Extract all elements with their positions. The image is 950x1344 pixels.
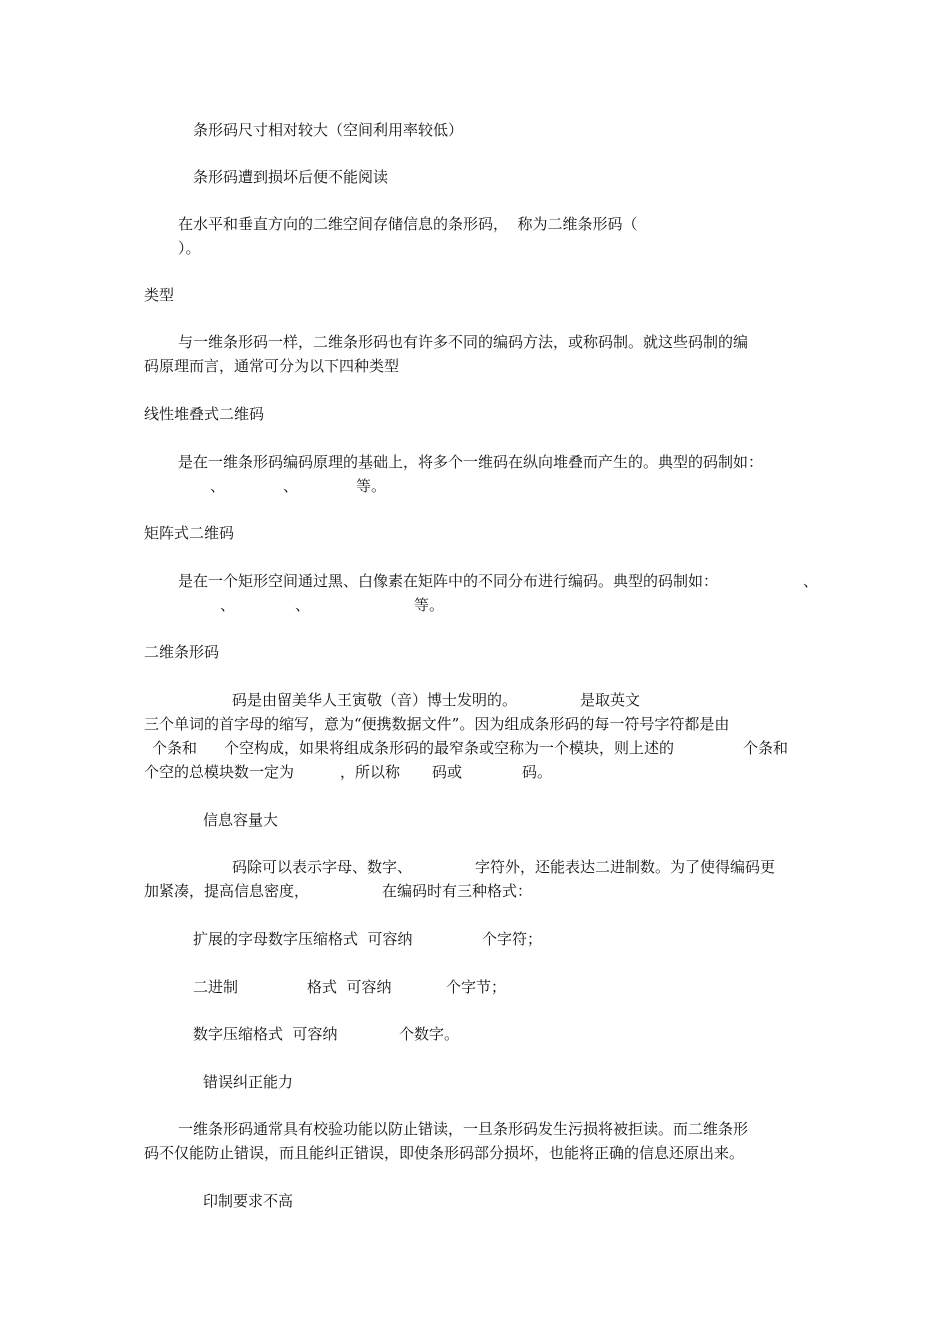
text-fragment: 、 [210, 477, 226, 495]
text-fragment: 个字节； [446, 978, 507, 996]
text-line: 码不仅能防止错误，而且能纠正错误，即使条形码部分损坏，也能将正确的信息还原出来。 [144, 1144, 745, 1162]
text-fragment: 码。 [522, 763, 553, 781]
section-heading: 矩阵式二维码 [144, 524, 235, 542]
text-line: 数字压缩格式 可容纳 [193, 1025, 338, 1043]
text-line: ）。 [178, 239, 201, 257]
section-heading: 线性堆叠式二维码 [144, 405, 265, 423]
section-heading: 类型 [144, 286, 175, 304]
section-heading: 错误纠正能力 [203, 1073, 294, 1091]
text-line: 加紧凑，提高信息密度， [144, 882, 310, 900]
text-line: 码是由留美华人王寅敬（音）博士发明的。 [232, 691, 518, 709]
section-heading: 信息容量大 [203, 811, 279, 829]
section-heading: 二维条形码 [144, 643, 220, 661]
text-fragment: 等。 [356, 477, 387, 495]
text-line: 与一维条形码一样，二维条形码也有许多不同的编码方法，或称码制。就这些码制的编 [178, 333, 749, 351]
text-line: 条形码遭到损坏后便不能阅读 [193, 168, 389, 186]
text-fragment: 码或 [432, 763, 463, 781]
text-fragment: ，所以称 [340, 763, 401, 781]
text-line: 扩展的字母数字压缩格式 可容纳 [193, 930, 413, 948]
section-heading: 印制要求不高 [203, 1192, 294, 1210]
text-fragment: 是取英文 [580, 691, 641, 709]
text-fragment: 、 [803, 572, 819, 590]
text-line: 在水平和垂直方向的二维空间存储信息的条形码， 称为二维条形码（ [178, 215, 638, 233]
text-fragment: 个空构成，如果将组成条形码的最窄条或空称为一个模块，则上述的 [224, 739, 675, 757]
text-fragment: 个空的总模块数一定为 [144, 763, 295, 781]
text-line: 码除可以表示字母、数字、 [232, 858, 413, 876]
text-fragment: 字符外，还能表达二进制数。为了使得编码更 [475, 858, 776, 876]
text-fragment: 、 [295, 596, 311, 614]
text-line: 一维条形码通常具有校验功能以防止错读，一旦条形码发生污损将被拒读。而二维条形 [178, 1120, 749, 1138]
text-fragment: 等。 [414, 596, 445, 614]
text-fragment: 格式 可容纳 [307, 978, 392, 996]
text-fragment: 个字符； [482, 930, 543, 948]
text-fragment: 在编码时有三种格式： [382, 882, 533, 900]
text-fragment: 个数字。 [399, 1025, 460, 1043]
text-line: 是在一个矩形空间通过黑、白像素在矩阵中的不同分布进行编码。典型的码制如： [178, 572, 719, 590]
text-fragment: 、 [283, 477, 299, 495]
text-line: 条形码尺寸相对较大（空间利用率较低） [193, 121, 464, 139]
text-fragment: 、 [220, 596, 236, 614]
text-line: 是在一维条形码编码原理的基础上，将多个一维码在纵向堆叠而产生的。典型的码制如： [178, 453, 764, 471]
text-fragment: 个条和 [743, 739, 789, 757]
text-fragment: 个条和 [152, 739, 198, 757]
text-line: 码原理而言，通常可分为以下四种类型 [144, 357, 400, 375]
text-line: 二进制 [193, 978, 239, 996]
text-line: 三个单词的首字母的缩写，意为“便携数据文件”。因为组成条形码的每一符号字符都是由 [144, 715, 730, 733]
